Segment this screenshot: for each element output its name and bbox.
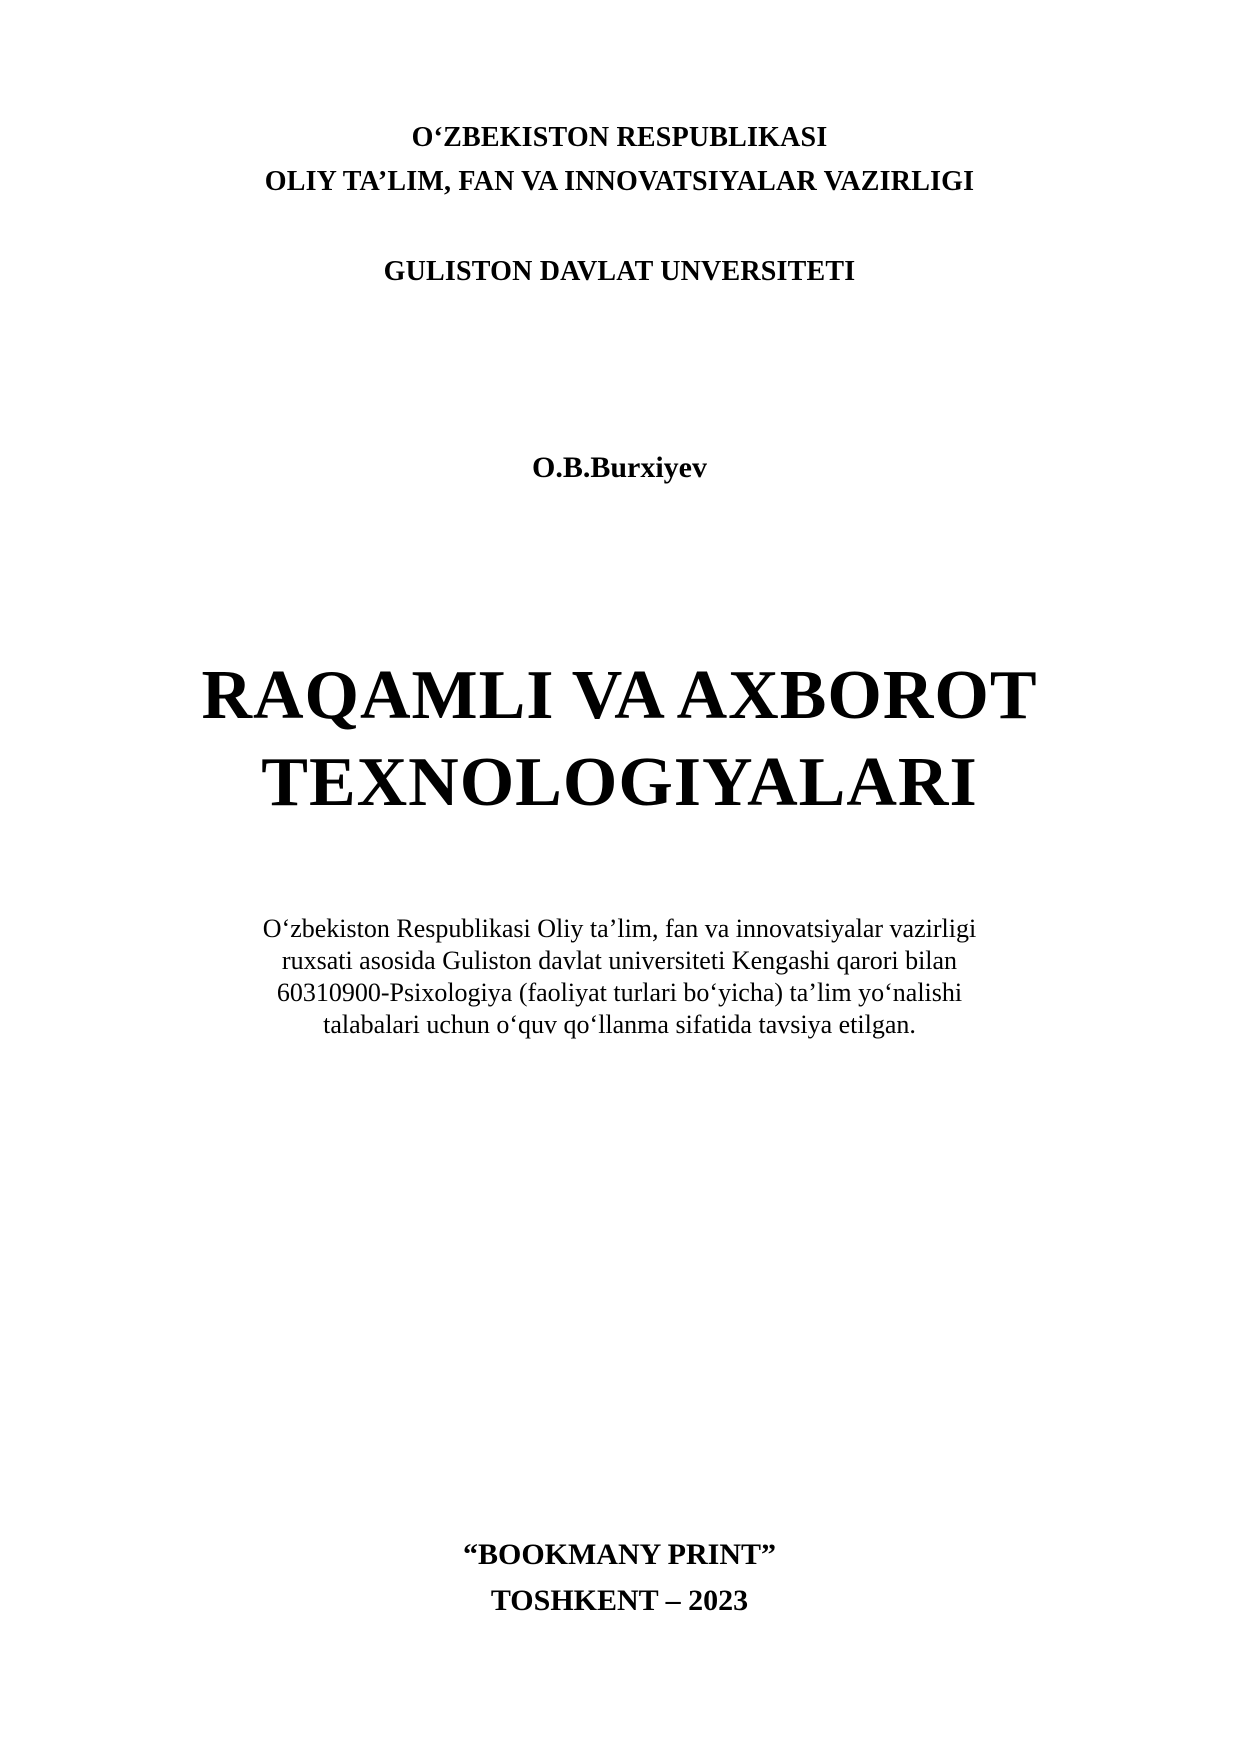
book-title-line-2: TEXNOLOGIYALARI [261,744,978,821]
ministry-country-heading: O‘ZBEKISTON RESPUBLIKASI [411,122,828,153]
description-line: talabalari uchun o‘quv qo‘llanma sifatida tavsiya etilgan. [323,1010,916,1039]
university-heading: GULISTON DAVLAT UNVERSITETI [383,256,856,287]
publication-place-year: TOSHKENT – 2023 [490,1584,749,1617]
ministry-name-heading: OLIY TA’LIM, FAN VA INNOVATSIYALAR VAZIRLIGI [264,166,975,197]
author-name: O.B.Burxiyev [531,451,707,484]
description-line: O‘zbekiston Respublikasi Oliy ta’lim, fan va innovatsiyalar vazirligi [262,914,977,943]
book-title-line-1: RAQAMLI VA AXBOROT [201,657,1038,734]
publisher-name: “BOOKMANY PRINT” [462,1538,777,1571]
description-line: ruxsati asosida Guliston davlat universiteti Kengashi qarori bilan [281,946,958,975]
description-line: 60310900-Psixologiya (faoliyat turlari bo‘yicha) ta’lim yo‘nalishi [276,978,963,1007]
